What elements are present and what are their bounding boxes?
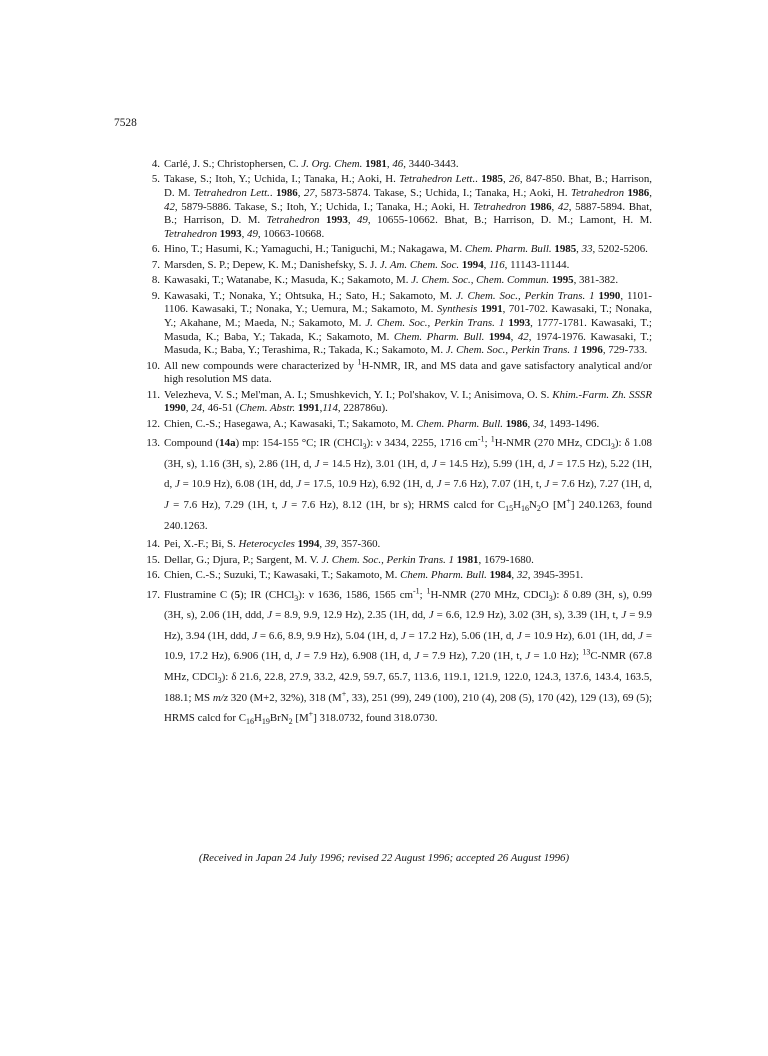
- reference-text-segment: J: [516, 629, 522, 642]
- reference-text-segment: ,: [527, 417, 533, 430]
- reference-text-segment: , 5202-5206.: [592, 243, 648, 256]
- reference-text-segment: Tetrahedron: [473, 200, 527, 213]
- reference-text-segment: 2: [536, 504, 541, 514]
- reference-text-segment: ,: [319, 402, 323, 415]
- reference-text-segment: 1986: [505, 417, 528, 430]
- reference-text-segment: J: [267, 609, 273, 622]
- reference-text-segment: ] 240.1263, found 240.1263.: [164, 499, 652, 532]
- reference-text-segment: +: [341, 688, 347, 698]
- reference-text-segment: ); IR (CHCl: [240, 588, 295, 601]
- reference-text-segment: 1993: [219, 227, 242, 240]
- reference-text-segment: Carlé, J. S.; Christophersen, C.: [164, 158, 302, 170]
- reference-text-segment: +: [308, 709, 314, 719]
- reference-text-segment: Hino, T.; Hasumi, K.; Yamaguchi, H.; Taniguchi, M.; Nakagawa, M.: [164, 243, 465, 256]
- reference-item: [140, 569, 652, 583]
- reference-text-segment: 3: [362, 442, 367, 452]
- reference-text-segment: J: [414, 650, 420, 663]
- reference-text-segment: N: [529, 499, 537, 512]
- reference-text-segment: 13: [582, 647, 591, 657]
- reference-text-segment: Chem. Pharm. Bull.: [464, 243, 552, 256]
- reference-text-segment: , 46-51 (: [202, 402, 240, 415]
- reference-text-segment: ,: [551, 200, 558, 213]
- reference-text-segment: = 1.0 Hz);: [530, 650, 583, 663]
- reference-number: 12.: [146, 417, 160, 430]
- reference-text-segment: 1990: [164, 402, 186, 415]
- reference-text-segment: 27: [303, 187, 315, 200]
- reference-text-segment: 16: [521, 504, 529, 514]
- reference-text: [164, 418, 599, 430]
- reference-text-segment: 1981: [456, 553, 479, 566]
- reference-text-segment: H-NMR (270 MHz, CDCl: [430, 588, 549, 601]
- reference-item: [140, 259, 652, 273]
- reference-text-segment: 1995: [551, 274, 574, 287]
- reference-text-segment: ,: [649, 187, 652, 200]
- reference-text-segment: ,: [347, 214, 357, 227]
- reference-text-segment: J: [431, 457, 437, 470]
- reference-text-segment: ;: [419, 588, 427, 601]
- reference-text-segment: ,: [502, 173, 510, 186]
- reference-text-segment: 1994: [297, 538, 320, 551]
- reference-text: [164, 274, 618, 286]
- reference-text-segment: J. Org. Chem.: [301, 158, 363, 170]
- reference-item: [140, 538, 652, 552]
- reference-text: [164, 389, 652, 415]
- reference-text-segment: Tetrahedron: [266, 214, 320, 227]
- reference-text-segment: H: [253, 712, 262, 725]
- reference-text-segment: Synthesis: [436, 303, 478, 316]
- reference-text-segment: , 847-850. Bhat, B.; Harrison, D. M.: [164, 173, 652, 200]
- reference-text-segment: Velezheva, V. S.; Mel'man, A. I.; Smushkevich, Y. I.; Pol'shakov, V. I.; Anisimova, O. S.: [164, 388, 553, 401]
- reference-text-segment: ,: [483, 258, 490, 271]
- reference-text-segment: 1994: [488, 330, 511, 343]
- reference-item: [140, 585, 652, 729]
- reference-text-segment: 3: [217, 676, 222, 686]
- reference-text: [164, 173, 652, 239]
- reference-text-segment: , 3440-3443.: [403, 158, 459, 170]
- reference-text-segment: Chem. Pharm. Bull.: [416, 417, 503, 430]
- reference-text-segment: = 14.5 Hz), 5.99 (1H, d,: [436, 457, 550, 470]
- reference-text-segment: [M: [292, 712, 309, 725]
- reference-text-segment: 34: [532, 417, 544, 430]
- reference-text-segment: J: [282, 499, 287, 512]
- reference-text: [164, 569, 583, 581]
- reference-text-segment: BrN: [269, 712, 289, 725]
- reference-text: [164, 243, 648, 255]
- reference-text: [164, 538, 380, 550]
- reference-text-segment: ;: [484, 437, 491, 450]
- reference-text-segment: , 5887-5894. Bhat, B.; Harrison, D. M.: [164, 200, 652, 227]
- reference-text-segment: 1996: [581, 344, 603, 357]
- reference-number: 13.: [146, 437, 160, 450]
- reference-number: 7.: [151, 258, 160, 271]
- reference-text-segment: ,: [297, 187, 304, 200]
- reference-text-segment: J: [175, 478, 180, 491]
- reference-text-segment: 32: [516, 569, 528, 582]
- reference-text-segment: ,: [510, 330, 518, 343]
- reference-text-segment: ): ν 1636, 1586, 1565 cm: [298, 588, 413, 601]
- reference-text-segment: 1990: [598, 289, 621, 302]
- references-list: [140, 158, 652, 731]
- reference-text-segment: J: [296, 478, 302, 491]
- reference-text-segment: Tetrahedron: [571, 187, 625, 200]
- reference-text-segment: J: [621, 609, 627, 622]
- reference-text-segment: = 10.9 Hz), 6.01 (1H, dd,: [521, 629, 639, 642]
- reference-text-segment: 1994: [461, 258, 484, 271]
- reference-text-segment: J: [436, 478, 442, 491]
- reference-number: 4.: [151, 158, 160, 170]
- reference-text: [164, 585, 653, 727]
- reference-text-segment: = 10.9 Hz), 6.08 (1H, dd,: [179, 478, 297, 491]
- reference-text-segment: 26: [509, 173, 520, 186]
- reference-text: [164, 357, 652, 386]
- reference-number: 17.: [146, 588, 160, 601]
- reference-text-segment: Takase, S.; Itoh, Y.; Uchida, I.; Tanaka, H.; Aoki, H.: [164, 173, 400, 186]
- reference-text-segment: ] 318.0732, found 318.0730.: [313, 712, 438, 725]
- reference-text-segment: 1986: [627, 187, 650, 200]
- reference-text-segment: J: [638, 629, 644, 642]
- reference-text-segment: J. Am. Chem. Soc.: [379, 258, 460, 271]
- reference-text-segment: J: [252, 629, 258, 642]
- reference-text-segment: 3: [548, 593, 553, 603]
- reference-text-segment: J: [164, 499, 169, 512]
- reference-number: 8.: [151, 274, 160, 287]
- reference-text-segment: = 7.6 Hz), 8.12 (1H, br s); HRMS calcd for C: [286, 499, 506, 512]
- reference-item: [140, 243, 652, 257]
- reference-text-segment: Khim.-Farm. Zh. SSSR: [552, 388, 653, 401]
- reference-text-segment: 1: [426, 585, 431, 595]
- reference-text-segment: = 9.9 Hz), 3.94 (1H, ddd,: [164, 609, 653, 642]
- reference-text-segment: Flustramine C (: [164, 588, 235, 601]
- reference-text-segment: , 1679-1680.: [478, 553, 534, 566]
- reference-text-segment: = 6.6, 12.9 Hz), 3.02 (3H, s), 3.39 (1H, t,: [433, 609, 622, 622]
- reference-text-segment: J. Chem. Soc., Perkin Trans. 1: [455, 289, 595, 302]
- reference-text-segment: ,: [241, 227, 248, 240]
- reference-text-segment: 1985: [554, 243, 577, 256]
- reference-text-segment: H: [513, 499, 521, 512]
- reference-number: 14.: [146, 538, 160, 551]
- reference-text-segment: J. Chem. Soc., Perkin Trans. 1: [365, 316, 505, 329]
- reference-text-segment: , 729-733.: [602, 344, 648, 357]
- reference-text-segment: , 10663-10668.: [257, 227, 325, 240]
- reference-text-segment: = 7.6 Hz), 7.27 (1H, d,: [549, 478, 652, 491]
- page-number: 7528: [114, 117, 137, 129]
- reference-text-segment: 19: [261, 717, 270, 727]
- reference-text-segment: , 357-360.: [335, 538, 381, 551]
- reference-text-segment: 1981: [365, 158, 387, 170]
- reference-number: 5.: [151, 173, 160, 186]
- reference-text-segment: = 17.2 Hz), 5.06 (1H, d,: [405, 629, 517, 642]
- reference-text-segment: ): ν 3434, 2255, 1716 cm: [366, 437, 478, 450]
- reference-text-segment: Kawasaki, T.; Watanabe, K.; Masuda, K.; Sakamoto, M.: [164, 274, 412, 287]
- reference-text: [164, 290, 652, 356]
- reference-text-segment: H-NMR, IR, and MS data and gave satisfactory analytical and/or high resolution MS data.: [164, 359, 652, 386]
- reference-text-segment: 1991: [297, 402, 320, 415]
- reference-number: 10.: [146, 359, 160, 372]
- reference-text-segment: = 17.5 Hz), 5.22 (1H, d,: [164, 457, 652, 491]
- reference-text-segment: Chem. Abstr.: [239, 402, 296, 415]
- reference-text-segment: J. Chem. Soc., Chem. Commun.: [411, 274, 550, 287]
- reference-text-segment: 1984: [489, 569, 512, 582]
- reference-item: [140, 357, 652, 387]
- reference-text-segment: 16: [245, 717, 254, 727]
- reference-text-segment: 1: [490, 434, 495, 444]
- reference-text-segment: , 1974-1976. Kawasaki, T.; Masuda, K.; Baba, Y.; Terashima, R.; Takada, K.; Sakamoto, M.: [164, 330, 652, 357]
- reference-text-segment: 46: [392, 158, 404, 170]
- reference-text-segment: , 5873-5874. Takase, S.; Uchida, I.; Tanaka, H.; Aoki, H.: [314, 187, 572, 200]
- reference-text-segment: ): δ 21.6, 22.8, 27.9, 33.2, 42.9, 59.7, 65.7, 113.6, 119.1, 121.9, 122.0, 124.3, 137.6, 143.4, 163.5, 188.1; MS: [164, 670, 653, 704]
- reference-text-segment: , 1777-1781. Kawasaki, T.; Masuda, K.; Baba, Y.; Takada, K.; Sakamoto, M.: [164, 316, 652, 343]
- reference-text-segment: ): δ 1.08 (3H, s), 1.16 (3H, s), 2.86 (1H, d,: [164, 437, 652, 470]
- reference-text-segment: C-NMR (67.8 MHz, CDCl: [164, 650, 652, 683]
- reference-text-segment: , 11143-11144.: [504, 258, 570, 271]
- reference-text-segment: m/z: [212, 691, 228, 704]
- reference-text-segment: H-NMR (270 MHz, CDCl: [494, 437, 611, 450]
- reference-text-segment: ) mp: 154-155 °C; IR (CHCl: [235, 437, 363, 450]
- reference-text-segment: +: [566, 496, 571, 506]
- reference-text-segment: , 228786u).: [337, 402, 388, 415]
- reference-text-segment: 49: [356, 214, 368, 227]
- reference-text-segment: J. Chem. Soc., Perkin Trans. 1: [445, 344, 579, 357]
- reference-text-segment: 39: [324, 538, 336, 551]
- received-dates-note: (Received in Japan 24 July 1996; revised 22 August 1996; accepted 26 August 1996): [198, 852, 570, 864]
- reference-text-segment: O [M: [540, 499, 567, 512]
- reference-text-segment: ,: [511, 569, 517, 582]
- reference-text-segment: , 33), 251 (99), 249 (100), 210 (4), 208 (5), 170 (42), 129 (13), 69 (5); HRMS calcd for C: [164, 691, 653, 725]
- reference-text-segment: ,: [386, 158, 393, 170]
- reference-text-segment: J: [549, 457, 554, 470]
- reference-text-segment: 14a: [219, 437, 236, 450]
- reference-text-segment: Compound (: [164, 437, 220, 450]
- reference-text-segment: .: [269, 187, 276, 200]
- reference-text-segment: 1: [357, 357, 362, 367]
- reference-text-segment: ): δ 0.89 (3H, s), 0.99 (3H, s), 2.06 (1H, ddd,: [164, 588, 652, 622]
- reference-text-segment: Tetrahedron Lett.: [399, 173, 476, 186]
- reference-text-segment: Dellar, G.; Djura, P.; Sargent, M. V.: [164, 553, 322, 566]
- reference-text-segment: , 1101-1106. Kawasaki, T.; Nonaka, Y.; Uemura, M.; Sakamoto, M.: [164, 289, 652, 316]
- reference-text-segment: -1: [413, 585, 420, 595]
- reference-item: [140, 274, 652, 288]
- reference-text-segment: Pei, X.-F.; Bi, S.: [164, 538, 239, 551]
- reference-text-segment: 114: [322, 402, 338, 415]
- reference-number: 9.: [151, 289, 160, 302]
- reference-item: [140, 554, 652, 568]
- reference-text-segment: J. Chem. Soc., Perkin Trans. 1: [321, 553, 454, 566]
- reference-text-segment: = 7.9 Hz), 6.908 (1H, d,: [300, 650, 415, 663]
- reference-text-segment: 116: [489, 258, 505, 271]
- reference-text-segment: = 7.6 Hz), 7.29 (1H, t,: [168, 499, 283, 512]
- reference-item: [140, 389, 652, 416]
- reference-text-segment: J: [428, 609, 434, 622]
- reference-text-segment: , 701-702. Kawasaki, T.; Nonaka, Y.; Akahane, M.; Maeda, N.; Sakamoto, M.: [164, 303, 652, 329]
- reference-text-segment: Chien, C.-S.; Hasegawa, A.; Kawasaki, T.; Sakamoto, M.: [164, 417, 417, 430]
- reference-text-segment: Heterocycles: [238, 538, 295, 551]
- reference-item: [140, 433, 652, 536]
- reference-text-segment: = 10.9, 17.2 Hz), 6.906 (1H, d,: [164, 629, 652, 663]
- reference-text-segment: , 10655-10662. Bhat, B.; Harrison, D. M.; Lamont, H. M.: [367, 214, 652, 227]
- reference-text-segment: 1993: [326, 214, 348, 227]
- reference-text-segment: Chem. Pharm. Bull.: [400, 569, 487, 582]
- reference-text-segment: -1: [477, 434, 485, 444]
- reference-text-segment: ,: [319, 538, 325, 551]
- reference-text-segment: 1986: [529, 200, 552, 213]
- reference-text-segment: = 6.6, 8.9, 9.9 Hz), 5.04 (1H, d,: [257, 629, 401, 642]
- reference-text-segment: J: [314, 457, 320, 470]
- reference-text-segment: 3: [294, 593, 299, 603]
- reference-text-segment: 3: [610, 442, 615, 452]
- reference-text-segment: Kawasaki, T.; Nonaka, Y.; Ohtsuka, H.; Sato, H.; Sakamoto, M.: [164, 289, 456, 302]
- reference-text-segment: Marsden, S. P.; Depew, K. M.; Danishefsky, S. J.: [164, 258, 380, 271]
- reference-text-segment: 42: [517, 330, 529, 343]
- reference-item: [140, 173, 652, 241]
- reference-text-segment: = 14.5 Hz), 3.01 (1H, d,: [319, 457, 432, 470]
- reference-text: [164, 259, 569, 271]
- reference-text-segment: 5: [234, 588, 241, 601]
- reference-text-segment: 49: [247, 227, 258, 240]
- reference-text-segment: 33: [581, 243, 593, 256]
- reference-item: [140, 158, 652, 172]
- reference-text-segment: J: [544, 478, 550, 491]
- reference-text-segment: = 7.6 Hz), 7.07 (1H, t,: [441, 478, 545, 491]
- reference-text-segment: Tetrahedron Lett.: [193, 187, 270, 200]
- reference-text-segment: 42: [164, 200, 175, 213]
- reference-text-segment: , 381-382.: [573, 274, 619, 287]
- reference-text-segment: = 17.5, 10.9 Hz), 6.92 (1H, d,: [301, 478, 437, 491]
- reference-text-segment: 1991: [480, 303, 503, 316]
- reference-item: [140, 418, 652, 432]
- reference-text-segment: ,: [576, 243, 582, 256]
- reference-text-segment: 15: [505, 504, 514, 514]
- reference-text-segment: 320 (M+2, 32%), 318 (M: [227, 691, 342, 704]
- reference-text-segment: 24: [191, 402, 203, 415]
- reference-text-segment: .: [475, 173, 482, 186]
- reference-text-segment: = 7.9 Hz), 7.20 (1H, t,: [419, 650, 526, 663]
- reference-text-segment: J: [295, 650, 301, 663]
- reference-text-segment: 2: [288, 717, 293, 727]
- reference-text-segment: , 1493-1496.: [543, 417, 600, 430]
- reference-text-segment: All new compounds were characterized by: [164, 359, 358, 372]
- reference-text-segment: 1993: [508, 316, 531, 329]
- reference-text: [164, 158, 459, 170]
- reference-text-segment: 1986: [275, 187, 298, 200]
- reference-text-segment: , 5879-5886. Takase, S.; Itoh, Y.; Uchida, I.; Tanaka, H.; Aoki, H.: [174, 200, 474, 213]
- reference-item: [140, 290, 652, 358]
- reference-text-segment: = 8.9, 9.9, 12.9 Hz), 2.35 (1H, dd,: [272, 609, 429, 622]
- reference-text-segment: J: [400, 629, 406, 642]
- reference-text: [164, 554, 534, 566]
- reference-text-segment: J: [525, 650, 531, 663]
- reference-text-segment: Chien, C.-S.; Suzuki, T.; Kawasaki, T.; Sakamoto, M.: [164, 569, 401, 582]
- reference-text-segment: , 3945-3951.: [527, 569, 584, 582]
- reference-text: [164, 434, 652, 532]
- reference-number: 11.: [146, 388, 160, 401]
- reference-number: 15.: [146, 553, 160, 566]
- reference-number: 6.: [151, 243, 160, 256]
- reference-text-segment: Tetrahedron: [164, 227, 218, 240]
- reference-text-segment: 1985: [481, 173, 503, 186]
- reference-text-segment: ,: [185, 402, 192, 415]
- reference-text-segment: 42: [557, 200, 569, 213]
- reference-number: 16.: [146, 569, 160, 582]
- reference-text-segment: Chem. Pharm. Bull.: [393, 330, 485, 343]
